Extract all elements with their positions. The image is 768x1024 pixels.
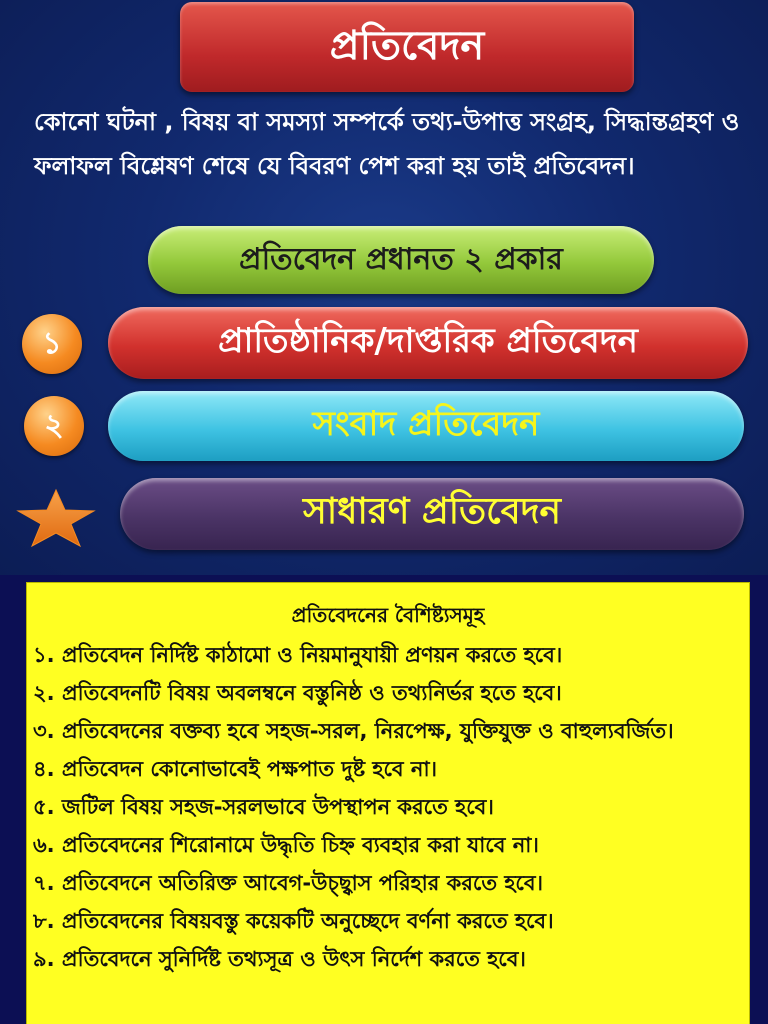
feature-item: ৯. প্রতিবেদনে সুনির্দিষ্ট তথ্যসূত্র ও উৎস নির্দেশ করতে হবে। (33, 947, 526, 971)
feature-item: ১. প্রতিবেদন নির্দিষ্ট কাঠামো ও নিয়মানুযায়ী প্রণয়ন করতে হবে। (33, 643, 563, 667)
feature-item: ৬. প্রতিবেদনের শিরোনামে উদ্ধৃতি চিহ্ন ব্যবহার করা যাবে না। (33, 833, 539, 857)
star-icon (14, 488, 98, 548)
page-title: প্রতিবেদন (180, 2, 634, 92)
feature-item: ৩. প্রতিবেদনের বক্তব্য হবে সহজ-সরল, নিরপেক্ষ, যুক্তিযুক্ত ও বাহুল্যবর্জিত। (33, 719, 674, 743)
types-heading-pill: প্রতিবেদন প্রধানত ২ প্রকার (148, 226, 654, 294)
type-3-general-report: সাধারণ প্রতিবেদন (120, 478, 744, 550)
feature-item: ৭. প্রতিবেদনে অতিরিক্ত আবেগ-উচ্ছ্বাস পরিহার করতে হবে। (33, 871, 544, 895)
type-2-news-report: সংবাদ প্রতিবেদন (108, 391, 744, 461)
features-panel (26, 582, 750, 1024)
features-list (27, 636, 749, 978)
feature-item: ৮. প্রতিবেদনের বিষয়বস্তু কয়েকটি অনুচ্ছেদে বর্ণনা করতে হবে। (33, 909, 554, 933)
feature-item: ৪. প্রতিবেদন কোনোভাবেই পক্ষপাত দুষ্ট হবে না। (33, 757, 438, 781)
feature-item: ৫. জটিল বিষয় সহজ-সরলভাবে উপস্থাপন করতে হবে। (33, 795, 494, 819)
type-1-institutional-report: প্রাতিষ্ঠানিক/দাপ্তরিক প্রতিবেদন (108, 307, 748, 379)
definition-text: কোনো ঘটনা , বিষয় বা সমস্যা সম্পর্কে তথ্য-উপাত্ত সংগ্রহ, সিদ্ধান্তগ্রহণ ও ফলাফল বিশ্লেষণ শেষে যে বিবরণ পেশ করা হয় তাই প্রতিবেদন। (34, 108, 740, 180)
features-heading: প্রতিবেদনের বৈশিষ্ট্যসমূহ (291, 603, 485, 627)
type-2-number-badge: ২ (24, 396, 84, 456)
type-1-number-badge: ১ (22, 314, 82, 374)
feature-item: ২. প্রতিবেদনটি বিষয় অবলম্বনে বস্তুনিষ্ঠ ও তথ্যনির্ভর হতে হবে। (33, 681, 562, 705)
